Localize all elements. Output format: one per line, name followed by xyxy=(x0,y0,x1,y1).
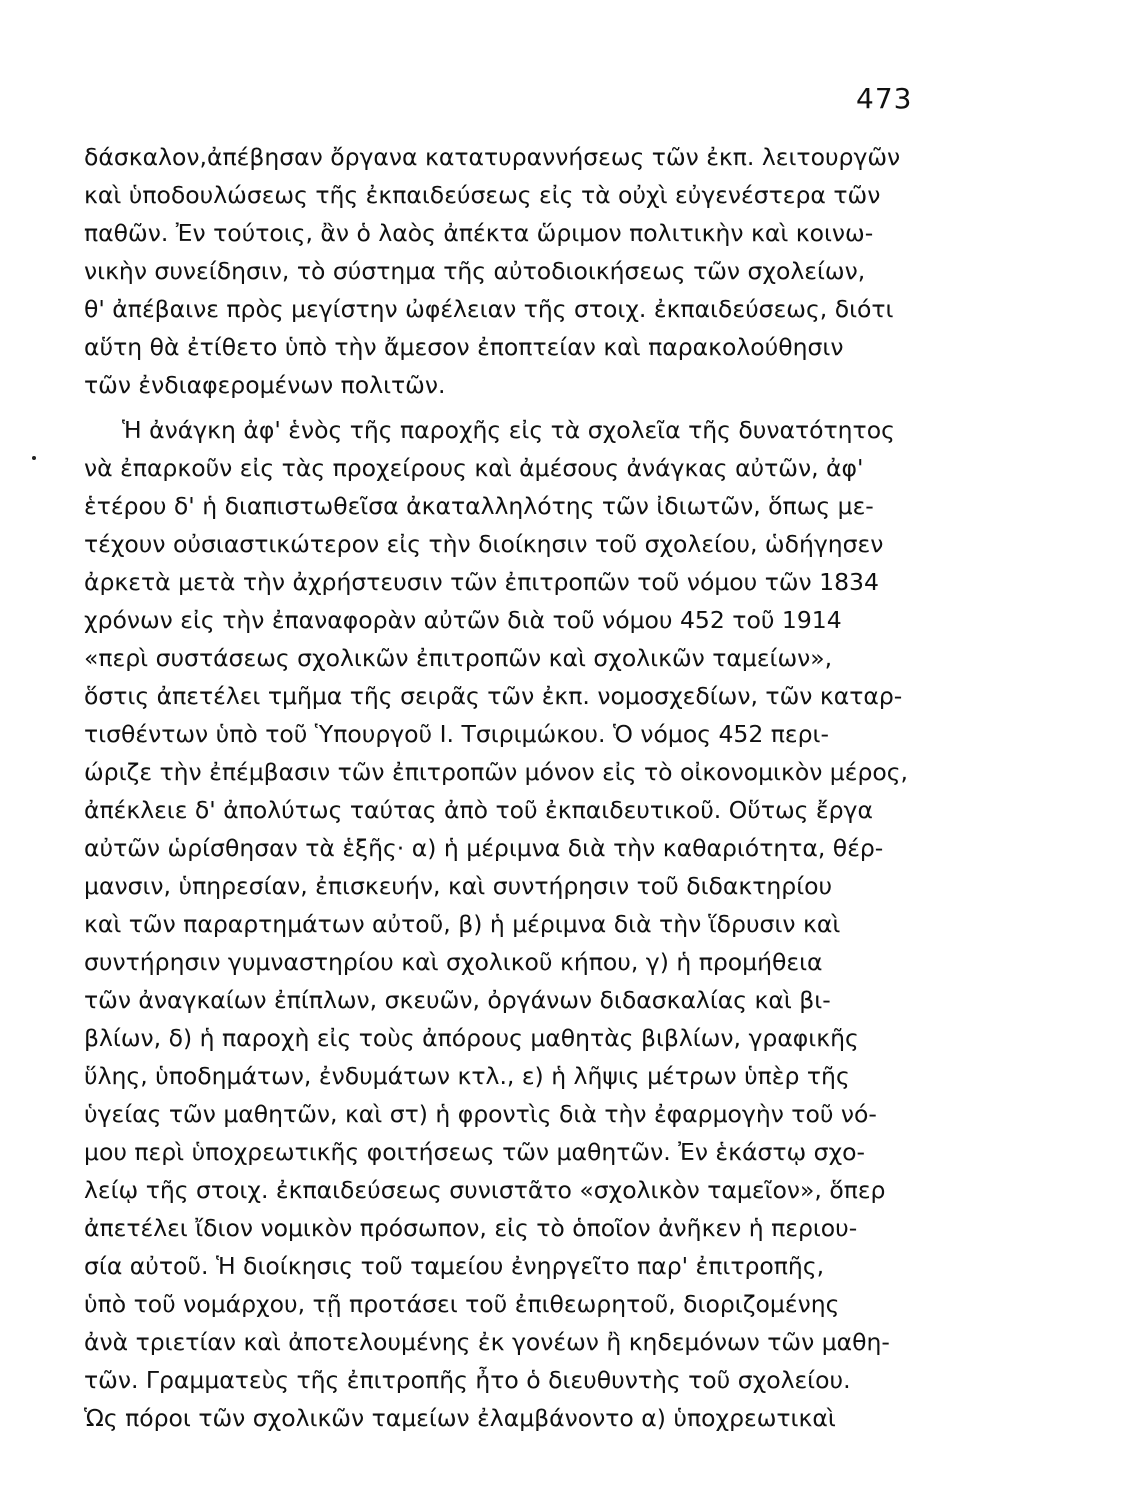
text-line: μου περὶ ὑποχρεωτικῆς φοιτήσεως τῶν μαθητῶν. Ἐν ἑκάστῳ σχο- xyxy=(84,1138,865,1166)
text-line: ὅστις ἀπετέλει τμῆμα τῆς σειρᾶς τῶν ἐκπ. νομοσχεδίων, τῶν καταρ- xyxy=(84,682,903,710)
text-line: χρόνων εἰς τὴν ἐπαναφορὰν αὐτῶν διὰ τοῦ νόμου 452 τοῦ 1914 xyxy=(84,606,842,634)
text-line: αὐτῶν ὡρίσθησαν τὰ ἑξῆς· α) ἡ μέριμνα διὰ τὴν καθαριότητα, θέρ- xyxy=(84,834,884,862)
paragraph-gap xyxy=(84,404,964,411)
text-line: βλίων, δ) ἡ παροχὴ εἰς τοὺς ἀπόρους μαθητὰς βιβλίων, γραφικῆς xyxy=(84,1024,859,1052)
text-line: τέχουν οὐσιαστικώτερον εἰς τὴν διοίκησιν τοῦ σχολείου, ὡδήγησεν xyxy=(84,530,884,558)
text-line: ώριζε τὴν ἐπέμβασιν τῶν ἐπιτροπῶν μόνον εἰς τὸ οἰκονομικὸν μέρος, xyxy=(84,758,909,786)
text-line: ἀνὰ τριετίαν καὶ ἀποτελουμένης ἐκ γονέων ἢ κηδεμόνων τῶν μαθη- xyxy=(84,1328,890,1356)
margin-mark xyxy=(32,456,36,460)
text-line: μανσιν, ὑπηρεσίαν, ἐπισκευήν, καὶ συντήρησιν τοῦ διδακτηρίου xyxy=(84,872,833,900)
text-line: δάσκαλον,ἀπέβησαν ὄργανα κατατυραννήσεως τῶν ἐκπ. λειτουργῶν xyxy=(84,143,901,171)
text-line: αὕτη θὰ ἐτίθετο ὑπὸ τὴν ἄμεσον ἐποπτείαν καὶ παρακολούθησιν xyxy=(84,333,844,361)
text-line: σία αὐτοῦ. Ἡ διοίκησις τοῦ ταμείου ἐνηργεῖτο παρ' ἐπιτροπῆς, xyxy=(84,1252,825,1280)
text-line: ὑγείας τῶν μαθητῶν, καὶ στ) ἡ φροντὶς διὰ τὴν ἐφαρμογὴν τοῦ νό- xyxy=(84,1100,877,1128)
text-line: καὶ ὑποδουλώσεως τῆς ἐκπαιδεύσεως εἰς τὰ οὐχὶ εὐγενέστερα τῶν xyxy=(84,181,881,209)
text-line: ὑπὸ τοῦ νομάρχου, τῇ προτάσει τοῦ ἐπιθεωρητοῦ, διοριζομένης xyxy=(84,1290,840,1318)
text-line: συντήρησιν γυμναστηρίου καὶ σχολικοῦ κήπου, γ) ἡ προμήθεια xyxy=(84,948,823,976)
text-line: τῶν. Γραμματεὺς τῆς ἐπιτροπῆς ἦτο ὁ διευθυντὴς τοῦ σχολείου. xyxy=(84,1366,851,1394)
text-line: θ' ἀπέβαινε πρὸς μεγίστην ὠφέλειαν τῆς στοιχ. ἐκπαιδεύσεως, διότι xyxy=(84,295,894,323)
text-line: τισθέντων ὑπὸ τοῦ Ὑπουργοῦ Ι. Τσιριμώκου. Ὁ νόμος 452 περι- xyxy=(84,720,829,748)
text-line: Ὡς πόροι τῶν σχολικῶν ταμείων ἐλαμβάνοντο α) ὑποχρεωτικαὶ xyxy=(84,1404,836,1432)
body-text xyxy=(84,138,964,1437)
text-line: Ἡ ἀνάγκη ἀφ' ἑνὸς τῆς παροχῆς εἰς τὰ σχολεῖα τῆς δυνατότητος xyxy=(122,416,895,444)
text-line: ἀπέκλειε δ' ἀπολύτως ταύτας ἀπὸ τοῦ ἐκπαιδευτικοῦ. Οὕτως ἔργα xyxy=(84,796,873,824)
text-line: ἀπετέλει ἴδιον νομικὸν πρόσωπον, εἰς τὸ ὁποῖον ἀνῆκεν ἡ περιου- xyxy=(84,1214,858,1242)
text-line: ἀρκετὰ μετὰ τὴν ἀχρήστευσιν τῶν ἐπιτροπῶν τοῦ νόμου τῶν 1834 xyxy=(84,568,879,596)
text-line: τῶν ἀναγκαίων ἐπίπλων, σκευῶν, ὀργάνων διδασκαλίας καὶ βι- xyxy=(84,986,831,1014)
text-line: ὕλης, ὑποδημάτων, ἐνδυμάτων κτλ., ε) ἡ λῆψις μέτρων ὑπὲρ τῆς xyxy=(84,1062,850,1090)
text-line: νικὴν συνείδησιν, τὸ σύστημα τῆς αὐτοδιοικήσεως τῶν σχολείων, xyxy=(84,257,866,285)
text-line: καὶ τῶν παραρτημάτων αὐτοῦ, β) ἡ μέριμνα διὰ τὴν ἵδρυσιν καὶ xyxy=(84,910,841,938)
page-number: 473 xyxy=(856,82,913,115)
text-line: «περὶ συστάσεως σχολικῶν ἐπιτροπῶν καὶ σχολικῶν ταμείων», xyxy=(84,644,833,672)
text-line: ἑτέρου δ' ἡ διαπιστωθεῖσα ἀκαταλληλότης τῶν ἰδιωτῶν, ὅπως με- xyxy=(84,492,874,520)
text-line: παθῶν. Ἐν τούτοις, ἂν ὁ λαὸς ἀπέκτα ὥριμον πολιτικὴν καὶ κοινω- xyxy=(84,219,874,247)
text-line: λείῳ τῆς στοιχ. ἐκπαιδεύσεως συνιστᾶτο «σχολικὸν ταμεῖον», ὅπερ xyxy=(84,1176,886,1204)
text-line: νὰ ἐπαρκοῦν εἰς τὰς προχείρους καὶ ἀμέσους ἀνάγκας αὐτῶν, ἀφ' xyxy=(84,454,864,482)
text-line: τῶν ἐνδιαφερομένων πολιτῶν. xyxy=(84,371,446,399)
